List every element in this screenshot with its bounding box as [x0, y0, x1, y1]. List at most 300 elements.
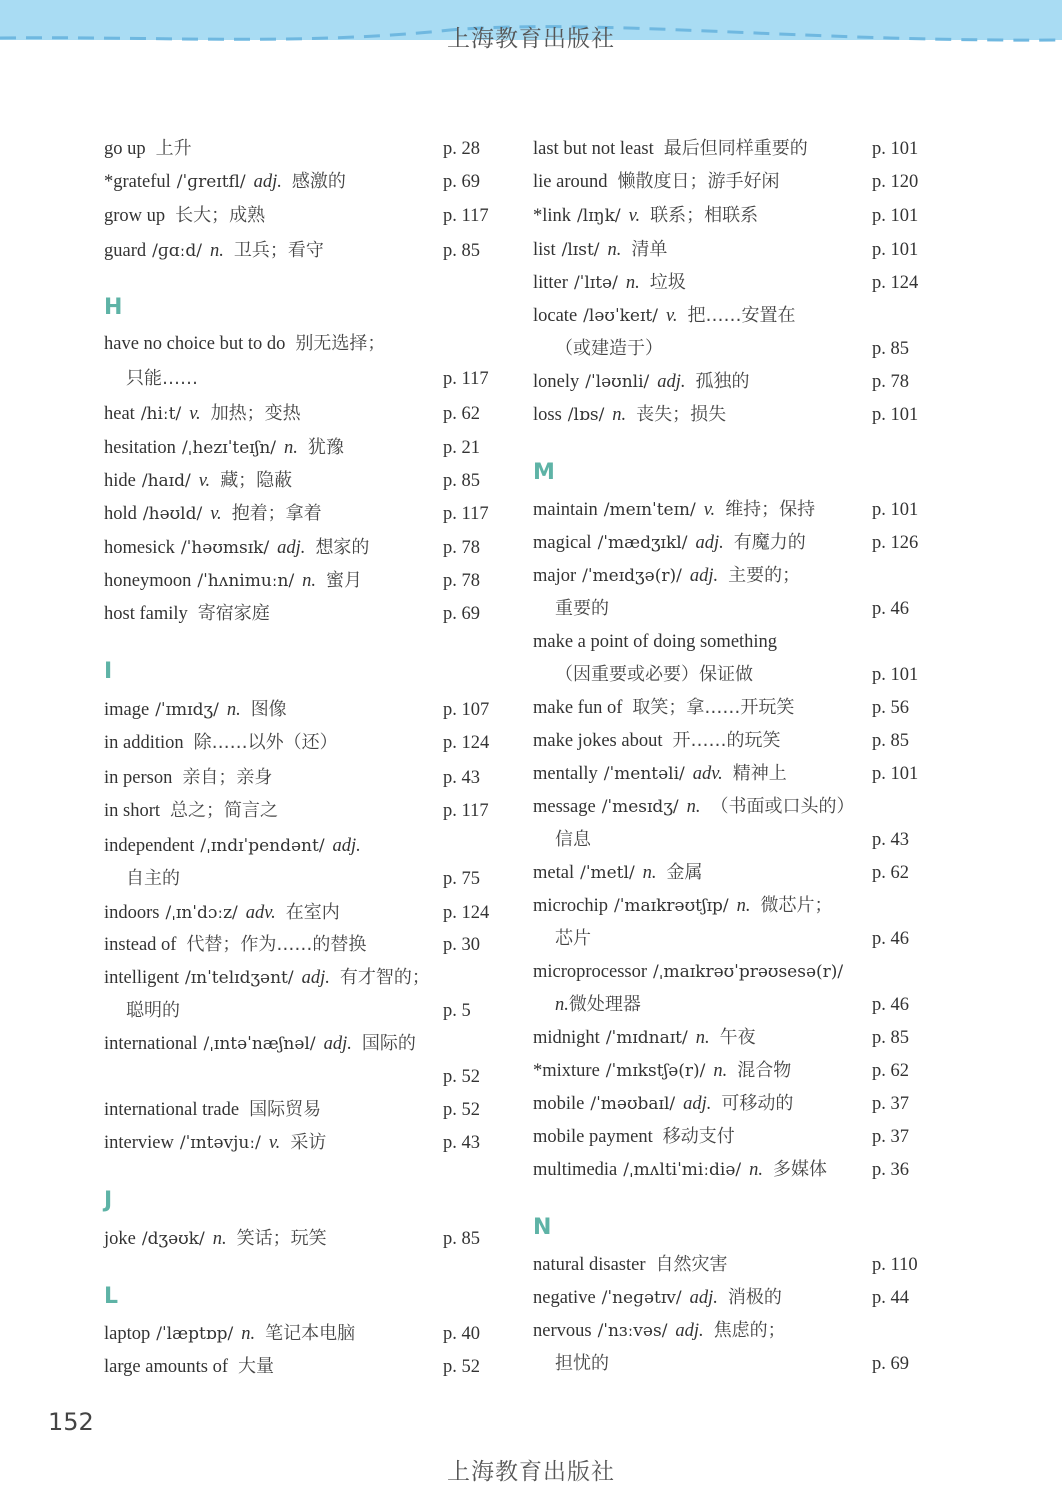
entry-phonetic: /ˌɪnˈdɔːz/ [165, 903, 238, 923]
entry-meaning: 藏；隐蔽 [220, 470, 293, 491]
index-entry [533, 861, 703, 885]
entry-term: lonely [533, 372, 580, 392]
entry-phonetic: /meɪnˈteɪn/ [603, 500, 696, 520]
entry-term: *mixture [533, 1061, 600, 1081]
entry-term: laptop [104, 1324, 151, 1344]
entry-term: guard [104, 241, 147, 261]
entry-term: lie around [533, 172, 608, 192]
entry-meaning: 把……安置在 [687, 305, 796, 326]
index-entry [533, 304, 795, 328]
entry-meaning: 笔记本电脑 [265, 1323, 356, 1344]
index-entry [104, 698, 287, 722]
entry-meaning: 采访 [290, 1132, 327, 1153]
entry-term: international trade [104, 1100, 240, 1120]
entry-page-ref: p. 78 [872, 372, 909, 392]
index-entry [533, 403, 726, 427]
index-entry [104, 436, 344, 460]
entry-part-of-speech: adj. [301, 968, 330, 988]
entry-page-ref: p. 52 [443, 1100, 480, 1120]
entry-page-ref: p. 117 [443, 369, 489, 389]
entry-meaning: 总之；简言之 [170, 800, 279, 821]
entry-term: image [104, 700, 150, 720]
entry-phonetic: /ˈmesɪdʒ/ [601, 797, 679, 817]
entry-phonetic: /ˈneɡətɪv/ [601, 1288, 682, 1308]
entry-meaning: 加热；变热 [210, 403, 301, 424]
entry-part-of-speech: v. [268, 1133, 281, 1153]
entry-meaning: 信息 [555, 829, 591, 850]
section-letter: L [104, 1284, 119, 1309]
entry-meaning: 午夜 [719, 1027, 756, 1048]
index-entry [533, 597, 609, 621]
entry-phonetic: /ləʊˈkeɪt/ [583, 306, 658, 326]
entry-page-ref: p. 43 [872, 830, 909, 850]
entry-meaning: 重要的 [555, 598, 609, 619]
entry-page-ref: p. 44 [872, 1288, 909, 1308]
entry-term: major [533, 566, 577, 586]
entry-page-ref: p. 117 [443, 504, 489, 524]
entry-page-ref: p. 85 [872, 731, 909, 751]
entry-page-ref: p. 37 [872, 1127, 909, 1147]
entry-page-ref: p. 43 [443, 768, 480, 788]
entry-phonetic: /ˈməʊbaɪl/ [590, 1094, 676, 1114]
entry-phonetic: /ˈhʌnimuːn/ [197, 571, 295, 591]
entry-part-of-speech: n. [749, 1160, 764, 1180]
entry-page-ref: p. 126 [872, 533, 919, 553]
entry-page-ref: p. 30 [443, 935, 480, 955]
index-entry [104, 402, 301, 426]
entry-term: hold [104, 504, 137, 524]
index-entry [104, 239, 324, 263]
entry-page-ref: p. 62 [872, 1061, 909, 1081]
entry-phonetic: /ɪnˈtelɪdʒənt/ [185, 968, 294, 988]
entry-page-ref: p. 101 [872, 405, 919, 425]
entry-term: message [533, 797, 596, 817]
entry-term: large amounts of [104, 1357, 228, 1377]
entry-meaning: 抱着；拿着 [231, 503, 322, 524]
entry-page-ref: p. 85 [872, 1028, 909, 1048]
entry-meaning: 亲自；亲身 [182, 767, 273, 788]
entry-page-ref: p. 46 [872, 599, 909, 619]
entry-page-ref: p. 62 [443, 404, 480, 424]
entry-meaning: 精神上 [732, 763, 787, 784]
entry-meaning: （或建造于） [555, 338, 663, 359]
entry-page-ref: p. 107 [443, 700, 490, 720]
index-entry [104, 1098, 321, 1122]
entry-part-of-speech: adj. [323, 1034, 352, 1054]
entry-meaning: 蜜月 [326, 570, 363, 591]
index-entry [104, 867, 180, 891]
index-entry [104, 933, 366, 957]
entry-meaning: 有魔力的 [733, 532, 806, 553]
entry-meaning: 孤独的 [695, 371, 750, 392]
entry-phonetic: /ˈmaɪkrəʊtʃɪp/ [614, 896, 729, 916]
entry-meaning: 芯片 [555, 928, 591, 949]
entry-page-ref: p. 101 [872, 240, 919, 260]
entry-term: nervous [533, 1321, 592, 1341]
entry-term: negative [533, 1288, 596, 1308]
entry-page-ref: p. 40 [443, 1324, 480, 1344]
entry-meaning: 犹豫 [307, 437, 344, 458]
entry-meaning: 取笑；拿……开玩笑 [632, 697, 795, 718]
entry-meaning: 开……的玩笑 [672, 730, 781, 751]
entry-page-ref: p. 78 [443, 538, 480, 558]
entry-part-of-speech: adj. [695, 533, 724, 553]
entry-page-ref: p. 110 [872, 1255, 918, 1275]
entry-term: microchip [533, 896, 609, 916]
index-entry [533, 1253, 728, 1277]
entry-page-ref: p. 120 [872, 172, 919, 192]
entry-term: hide [104, 471, 136, 491]
entry-phonetic: /ˈmɪkstʃə(r)/ [605, 1061, 706, 1081]
index-entry [104, 834, 371, 858]
entry-term: in addition [104, 733, 184, 753]
index-entry [533, 795, 855, 819]
index-entry [104, 536, 369, 560]
entry-meaning: 丧失；损失 [636, 404, 727, 425]
section-letter: M [533, 460, 555, 485]
entry-meaning: 担忧的 [555, 1353, 609, 1374]
entry-part-of-speech: v. [628, 206, 641, 226]
entry-meaning: 大量 [238, 1356, 274, 1377]
index-entry [533, 762, 787, 786]
entry-meaning: 混合物 [737, 1060, 792, 1081]
index-entry [104, 1227, 327, 1251]
entry-term: go up [104, 139, 146, 159]
index-entry [104, 1032, 416, 1056]
entry-meaning: 焦虑的； [713, 1320, 786, 1341]
entry-part-of-speech: adj. [683, 1094, 712, 1114]
index-entry [533, 1158, 827, 1182]
entry-meaning: 想家的 [315, 537, 370, 558]
entry-page-ref: p. 85 [443, 1229, 480, 1249]
index-entry [104, 367, 198, 391]
entry-part-of-speech: n. [686, 797, 701, 817]
entry-meaning: 自主的 [126, 868, 180, 889]
entry-phonetic: /ˈmeɪdʒə(r)/ [582, 566, 682, 586]
entry-page-ref: p. 124 [443, 903, 490, 923]
index-entry [533, 204, 758, 228]
entry-phonetic: /ˈmentəli/ [603, 764, 685, 784]
entry-term: natural disaster [533, 1255, 646, 1275]
entry-phonetic: /lɪŋk/ [577, 206, 621, 226]
entry-phonetic: /ˌɪntəˈnæʃnəl/ [203, 1034, 316, 1054]
entry-meaning: 图像 [250, 699, 287, 720]
entry-part-of-speech: adv. [245, 903, 276, 923]
entry-meaning: 自然灾害 [655, 1254, 728, 1275]
index-entry [104, 569, 362, 593]
entry-meaning: 国际的 [361, 1033, 416, 1054]
entry-meaning: 笑话；玩笑 [236, 1228, 327, 1249]
entry-meaning: 卫兵；看守 [233, 240, 324, 261]
page-number: 152 [48, 1408, 94, 1436]
entry-term: make jokes about [533, 731, 663, 751]
index-entry [533, 894, 833, 918]
index-entry [533, 1125, 735, 1149]
entry-meaning: 长大；成熟 [175, 205, 266, 226]
entry-page-ref: p. 101 [872, 500, 919, 520]
index-entry [104, 332, 385, 356]
entry-phonetic: /ˌmʌltiˈmiːdiə/ [623, 1160, 742, 1180]
index-entry [104, 999, 180, 1023]
entry-term: instead of [104, 935, 177, 955]
entry-page-ref: p. 43 [443, 1133, 480, 1153]
entry-term: grow up [104, 206, 166, 226]
index-entry [533, 531, 806, 555]
index-entry [104, 966, 430, 990]
entry-part-of-speech: n. [209, 241, 224, 261]
entry-page-ref: p. 46 [872, 929, 909, 949]
entry-phonetic: /haɪd/ [141, 471, 191, 491]
entry-phonetic: /ˈmædʒɪkl/ [597, 533, 688, 553]
entry-page-ref: p. 85 [443, 241, 480, 261]
entry-page-ref: p. 28 [443, 139, 480, 159]
entry-meaning: 除……以外（还） [193, 732, 338, 753]
entry-term: hesitation [104, 438, 176, 458]
entry-phonetic: /ˈɡreɪtfl/ [176, 172, 246, 192]
entry-phonetic: /ˈmetl/ [580, 863, 635, 883]
entry-term: mobile [533, 1094, 585, 1114]
entry-page-ref: p. 52 [443, 1357, 480, 1377]
entry-term: metal [533, 863, 575, 883]
entry-part-of-speech: adj. [689, 1288, 718, 1308]
entry-meaning: 主要的； [728, 565, 801, 586]
entry-term: midnight [533, 1028, 600, 1048]
entry-term: host family [104, 604, 188, 624]
entry-part-of-speech: n. [555, 995, 569, 1015]
entry-term: in person [104, 768, 173, 788]
entry-phonetic: /ˈlɪtə/ [573, 273, 618, 293]
index-entry [533, 337, 663, 361]
index-entry [104, 602, 270, 626]
entry-page-ref: p. 124 [443, 733, 490, 753]
entry-meaning: 代替；作为……的替换 [186, 934, 367, 955]
entry-part-of-speech: n. [284, 438, 298, 458]
entry-phonetic: /ˈnɜːvəs/ [597, 1321, 668, 1341]
entry-meaning: 寄宿家庭 [197, 603, 270, 624]
entry-page-ref: p. 21 [443, 438, 480, 458]
entry-phonetic: /ˈɪntəvjuː/ [179, 1133, 261, 1153]
entry-meaning: 联系；相联系 [650, 205, 759, 226]
entry-part-of-speech: n. [695, 1028, 710, 1048]
entry-term: make fun of [533, 698, 623, 718]
entry-term: last but not least [533, 139, 654, 159]
entry-part-of-speech: v. [198, 471, 211, 491]
entry-part-of-speech: n. [713, 1061, 728, 1081]
entry-meaning: 维持；保持 [725, 499, 816, 520]
entry-meaning: 国际贸易 [249, 1099, 322, 1120]
index-entry [533, 696, 794, 720]
section-letter: I [104, 659, 113, 684]
entry-term: intelligent [104, 968, 180, 988]
section-letter: J [104, 1188, 113, 1213]
entry-page-ref: p. 69 [872, 1354, 909, 1374]
entry-part-of-speech: adv. [692, 764, 723, 784]
index-entry [533, 630, 787, 654]
entry-part-of-speech: n. [736, 896, 751, 916]
entry-phonetic: /ˌmaɪkrəʊˈprəʊsesə(r)/ [653, 962, 844, 982]
entry-term: magical [533, 533, 592, 553]
index-entry [533, 663, 753, 687]
entry-page-ref: p. 78 [443, 571, 480, 591]
entry-part-of-speech: n. [612, 405, 627, 425]
entry-meaning: （书面或口头的） [710, 796, 855, 817]
entry-page-ref: p. 69 [443, 172, 480, 192]
entry-part-of-speech: adj. [332, 836, 361, 856]
index-entry [104, 766, 272, 790]
entry-phonetic: /ˈləʊnli/ [585, 372, 650, 392]
section-letter: N [533, 1215, 552, 1240]
entry-term: microprocessor [533, 962, 648, 982]
entry-phonetic: /hiːt/ [140, 404, 182, 424]
entry-meaning: 有才智的； [339, 967, 430, 988]
entry-phonetic: /ˌhezɪˈteɪʃn/ [181, 438, 277, 458]
entry-meaning: 上升 [155, 138, 192, 159]
index-entry [533, 993, 641, 1017]
entry-part-of-speech: n. [642, 863, 657, 883]
entry-page-ref: p. 101 [872, 764, 919, 784]
entry-meaning: 聪明的 [126, 1000, 180, 1021]
entry-meaning: 在室内 [285, 902, 340, 923]
entry-page-ref: p. 52 [443, 1067, 480, 1087]
entry-part-of-speech: v. [210, 504, 222, 524]
entry-page-ref: p. 5 [443, 1001, 471, 1021]
index-entry [533, 1092, 793, 1116]
entry-page-ref: p. 36 [872, 1160, 909, 1180]
entry-part-of-speech: n. [625, 273, 640, 293]
entry-page-ref: p. 124 [872, 273, 919, 293]
entry-term: *grateful [104, 172, 171, 192]
entry-phonetic: /ˈmɪdnaɪt/ [605, 1028, 688, 1048]
entry-page-ref: p. 75 [443, 869, 480, 889]
index-entry [533, 729, 780, 753]
index-entry [533, 960, 853, 984]
entry-phonetic: /dʒəʊk/ [141, 1229, 205, 1249]
index-entry [533, 564, 800, 588]
entry-part-of-speech: v. [189, 404, 201, 424]
entry-meaning: 金属 [666, 862, 703, 883]
index-entry [533, 1026, 756, 1050]
index-entry [533, 1286, 782, 1310]
entry-part-of-speech: v. [665, 306, 678, 326]
entry-term: *link [533, 206, 572, 226]
entry-term: joke [104, 1229, 136, 1249]
entry-term: mentally [533, 764, 598, 784]
entry-term: multimedia [533, 1160, 618, 1180]
entry-part-of-speech: n. [302, 571, 317, 591]
entry-meaning: 最后但同样重要的 [663, 138, 808, 159]
entry-page-ref: p. 117 [443, 206, 489, 226]
entry-page-ref: p. 46 [872, 995, 909, 1015]
index-entry [104, 502, 322, 526]
index-entry [104, 799, 278, 823]
entry-meaning: 垃圾 [649, 272, 686, 293]
entry-meaning: 移动支付 [662, 1126, 735, 1147]
entry-term: make a point of doing something [533, 632, 778, 652]
entry-page-ref: p. 101 [872, 206, 919, 226]
entry-phonetic: /ˌɪndɪˈpendənt/ [200, 836, 325, 856]
entry-page-ref: p. 101 [872, 139, 919, 159]
publisher-watermark-bottom: 上海教育出版社 [447, 1459, 615, 1485]
index-entry [533, 828, 591, 852]
entry-page-ref: p. 117 [443, 801, 489, 821]
index-entry [104, 1322, 355, 1346]
entry-page-ref: p. 101 [872, 665, 919, 685]
entry-meaning: 消极的 [727, 1287, 782, 1308]
entry-part-of-speech: adj. [277, 538, 306, 558]
entry-term: list [533, 240, 556, 260]
publisher-watermark-top: 上海教育出版社 [447, 26, 615, 52]
entry-phonetic: /lɒs/ [567, 405, 605, 425]
entry-term: indoors [104, 903, 160, 923]
entry-part-of-speech: v. [703, 500, 716, 520]
entry-term: heat [104, 404, 135, 424]
entry-term: litter [533, 273, 568, 293]
entry-term: honeymoon [104, 571, 192, 591]
index-entry [533, 1319, 786, 1343]
entry-phonetic: /həʊld/ [142, 504, 203, 524]
entry-phonetic: /ˈhəʊmsɪk/ [180, 538, 270, 558]
entry-term: interview [104, 1133, 174, 1153]
entry-page-ref: p. 85 [443, 471, 480, 491]
index-entry [104, 901, 340, 925]
entry-meaning: 懒散度日；游手好闲 [617, 171, 780, 192]
entry-part-of-speech: n. [607, 240, 622, 260]
entry-page-ref: p. 62 [872, 863, 909, 883]
index-entry [533, 170, 780, 194]
entry-phonetic: /ɡɑːd/ [152, 241, 202, 261]
index-entry [533, 238, 667, 262]
index-entry [104, 731, 338, 755]
index-entry [104, 137, 192, 161]
entry-phonetic: /ˈlæptɒp/ [156, 1324, 234, 1344]
entry-term: independent [104, 836, 195, 856]
index-entry [533, 1352, 609, 1376]
entry-page-ref: p. 85 [872, 339, 909, 359]
entry-page-ref: p. 69 [443, 604, 480, 624]
entry-term: locate [533, 306, 578, 326]
entry-meaning: 可移动的 [721, 1093, 794, 1114]
entry-phonetic: /lɪst/ [561, 240, 600, 260]
index-entry [104, 469, 292, 493]
entry-part-of-speech: adj. [675, 1321, 704, 1341]
entry-meaning: 微处理器 [568, 994, 641, 1015]
entry-part-of-speech: adj. [253, 172, 282, 192]
entry-term: loss [533, 405, 562, 425]
entry-term: mobile payment [533, 1127, 653, 1147]
entry-term: have no choice but to do [104, 334, 286, 354]
section-letter: H [104, 295, 123, 320]
entry-meaning: 多媒体 [773, 1159, 828, 1180]
entry-term: maintain [533, 500, 598, 520]
entry-meaning: 只能…… [126, 368, 198, 389]
entry-phonetic: /ˈɪmɪdʒ/ [155, 700, 219, 720]
index-entry [533, 370, 750, 394]
entry-term: international [104, 1034, 198, 1054]
entry-meaning: 微芯片； [760, 895, 833, 916]
index-entry [533, 137, 808, 161]
entry-page-ref: p. 56 [872, 698, 909, 718]
entry-term: homesick [104, 538, 175, 558]
index-entry [533, 1059, 791, 1083]
index-entry [104, 1131, 326, 1155]
entry-part-of-speech: adj. [657, 372, 686, 392]
entry-part-of-speech: n. [212, 1229, 227, 1249]
entry-part-of-speech: n. [226, 700, 241, 720]
index-entry [104, 170, 346, 194]
index-entry [104, 1355, 274, 1379]
index-entry [104, 204, 265, 228]
entry-meaning: 别无选择； [295, 333, 386, 354]
